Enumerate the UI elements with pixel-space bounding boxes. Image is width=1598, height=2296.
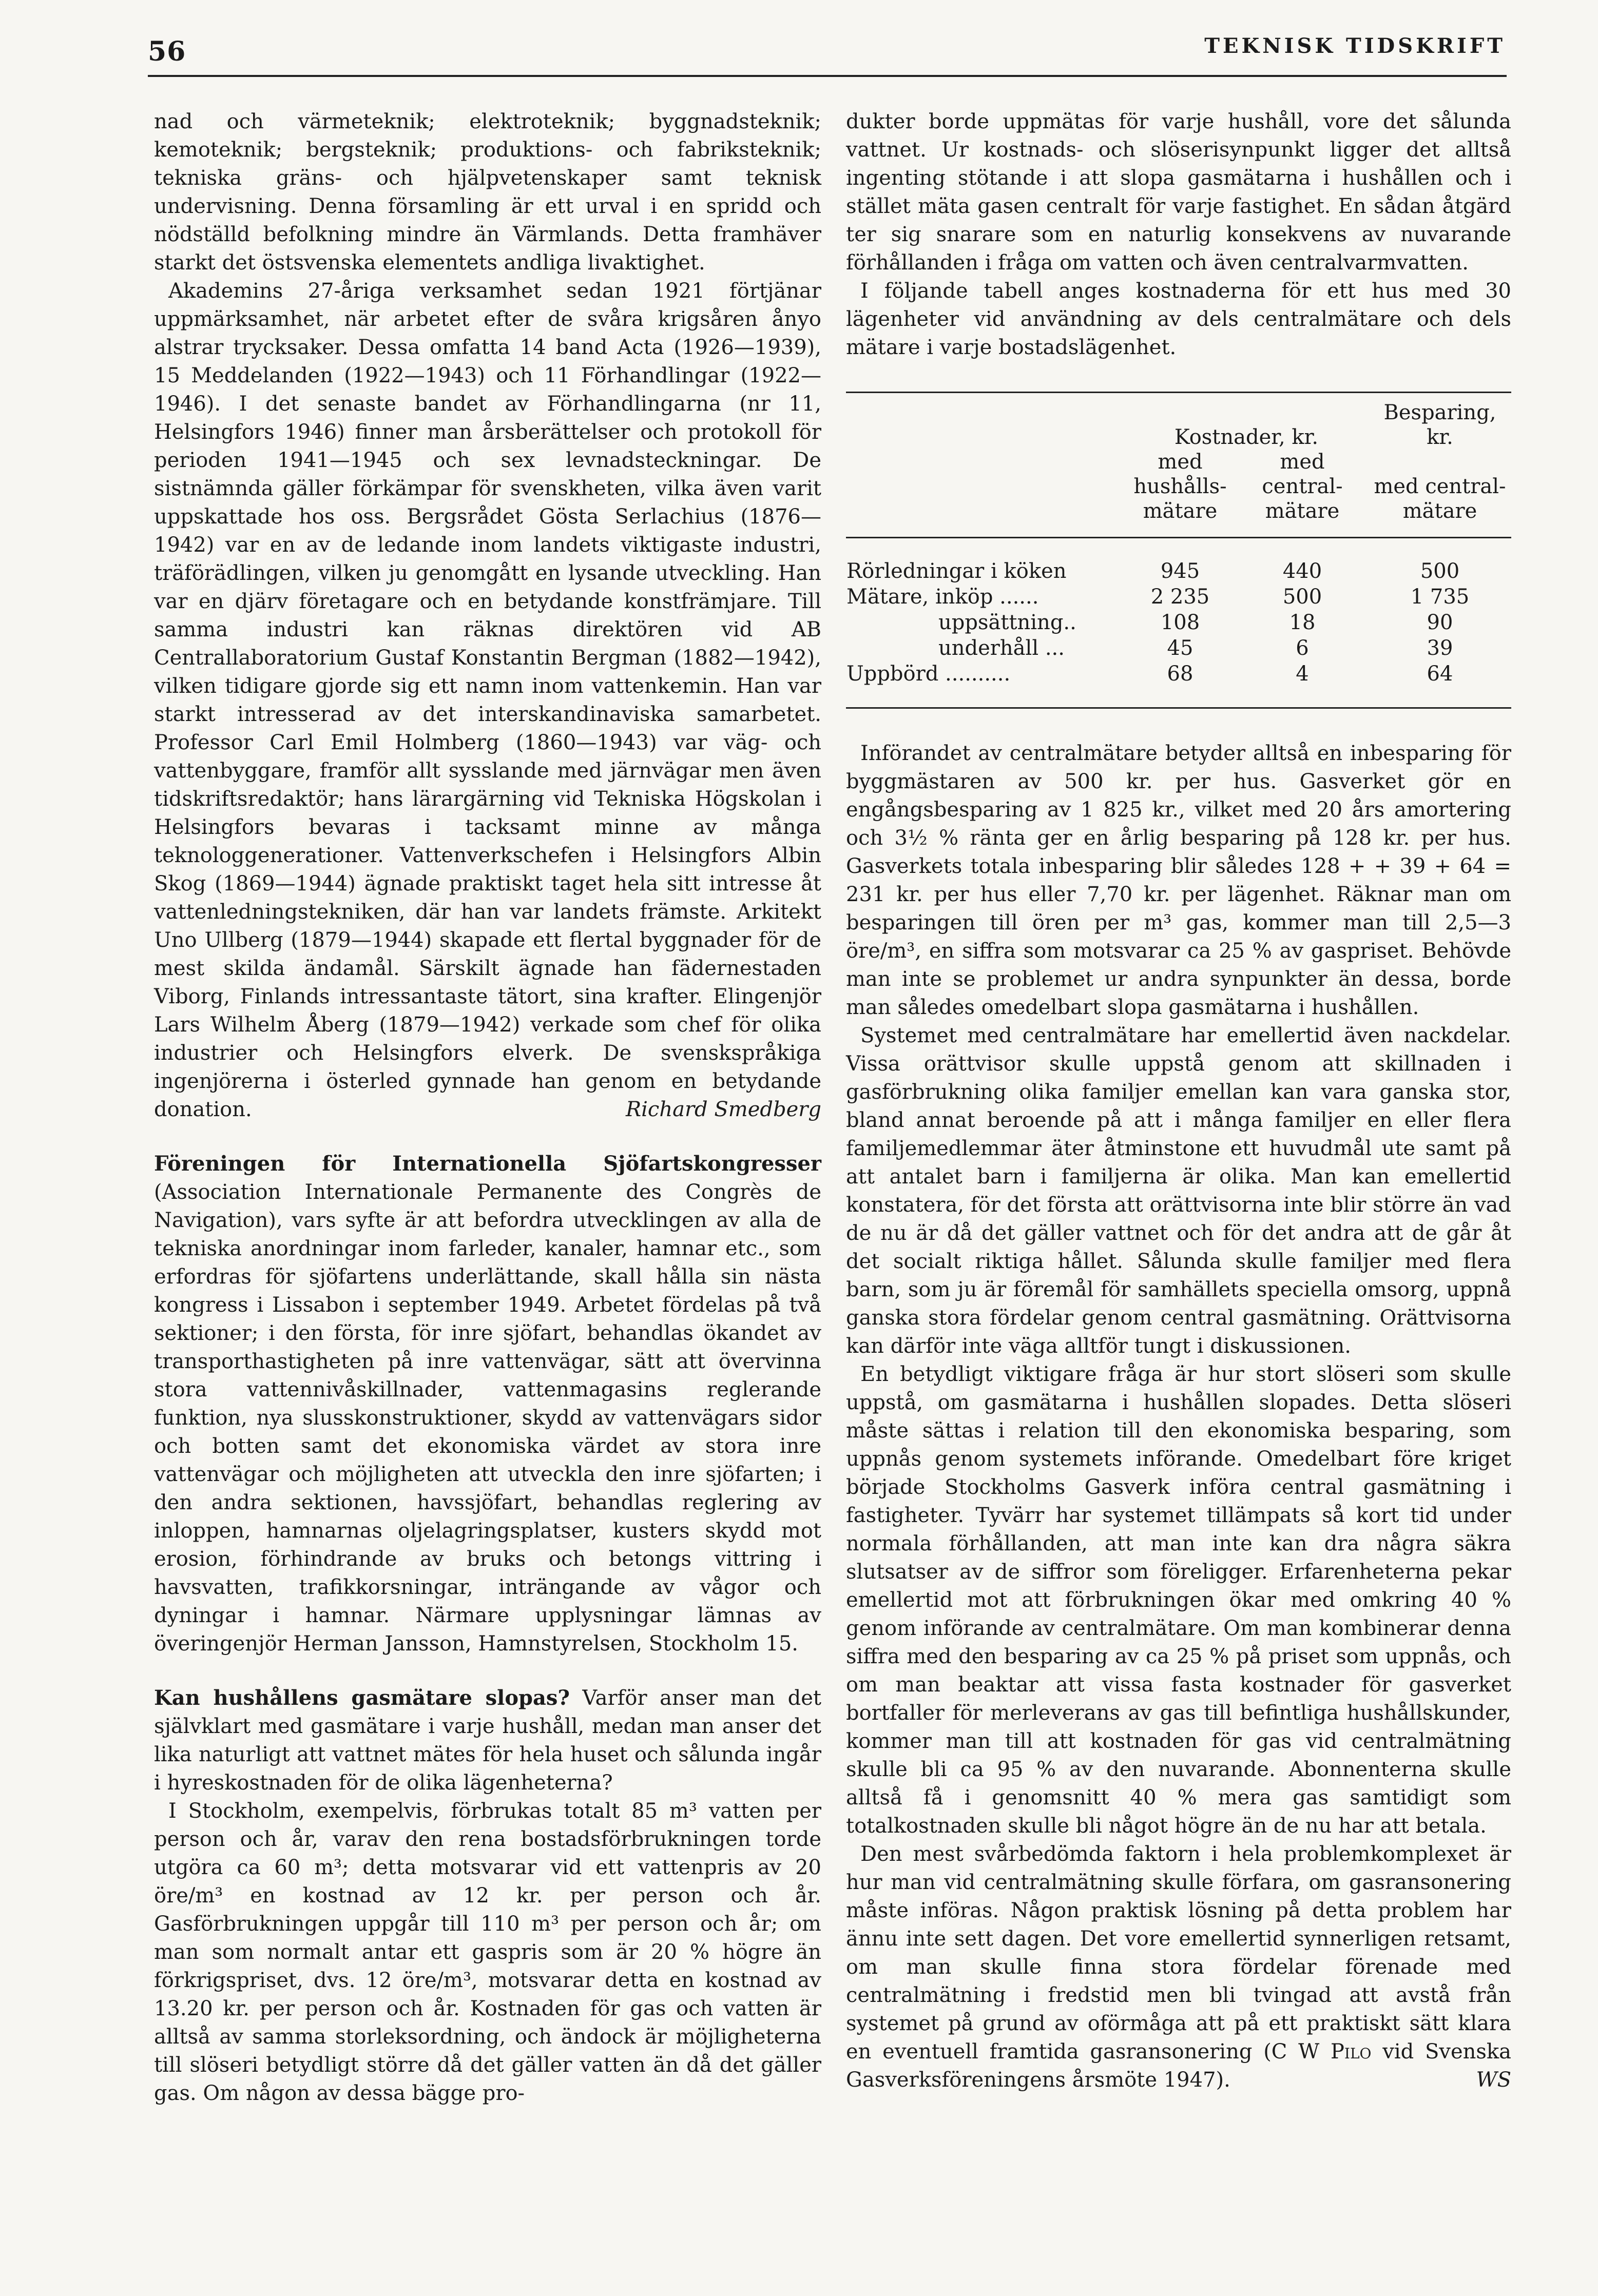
cell-household: 68 xyxy=(1167,662,1193,686)
header-rule xyxy=(148,75,1507,77)
cell-central: 500 xyxy=(1282,585,1322,609)
row-label: uppsättning.. xyxy=(938,611,1076,634)
table-row xyxy=(846,610,1511,635)
table-col-header: med central- mätare xyxy=(1262,450,1343,523)
row-label: Uppbörd .......... xyxy=(846,662,1011,686)
table-row xyxy=(846,538,1511,585)
paragraph: Systemet med centralmätare har emellertid även nackdelar. Vissa orättvisor skulle uppstå genom att skillnaden i gasförbrukning olika familjer emellan kan vara ganska stor, bland annat beroende på att i många familjer en eller flera familjemedlemmar äter åtminstone ett huvudmål ute samt på att antalet barn i familjerna är olika. Man kan emellertid konstatera, för det första att orättvisorna inte blir större än vad de nu är då det gäller vattnet och för det andra att de går åt det socialt riktiga hållet. Sålunda skulle familjer med flera barn, som ju är föremål för samhällets speciella omsorg, uppnå ganska stora fördelar genom central gasmätning. Orättvisorna kan därför inte väga alltför tungt i diskussionen. xyxy=(846,1024,1511,1358)
cell-savings: 90 xyxy=(1427,611,1453,634)
section-gap xyxy=(154,1124,821,1150)
table-row xyxy=(846,635,1511,661)
paragraph: I följande tabell anges kostnaderna för ett hus med 30 lägenheter vid användning av dels centralmätare och dels mätare i varje bostadslägenhet. xyxy=(846,279,1511,359)
cell-central: 18 xyxy=(1289,611,1316,634)
table-row xyxy=(846,584,1511,610)
cell-household: 945 xyxy=(1160,559,1200,583)
table-row xyxy=(846,661,1511,687)
cell-savings: 1 735 xyxy=(1410,585,1470,609)
cell-household: 45 xyxy=(1167,636,1193,660)
cell-household: 108 xyxy=(1160,611,1200,634)
table-group-costs: Kostnader, kr. xyxy=(1174,425,1319,449)
paragraph-end: vid Svenska Gasverksföreningens årsmöte 1947). xyxy=(846,2040,1512,2092)
article-title: Kan hushållens gasmätare slopas? xyxy=(154,1686,570,1710)
paragraph: I Stockholm, exempelvis, förbrukas totalt 85 m³ vatten per person och år, varav den rena bostadsförbrukningen torde utgöra ca 60 m³; detta motsvarar vid ett vattenpris av 20 öre/m³ en kostnad av 12 kr. per person och år. Gasförbrukningen uppgår till 110 m³ per person och år; om man som normalt antar ett gaspris som är 20 % högre än förkrigspriset, dvs. 12 öre/m³, motsvarar detta en kostnad av 13.20 kr. per person och år. Kostnaden för gas och vatten är alltså av samma storleksordning, och ändock är möjligheterna till slöseri betydligt större då det gäller vatten än då det gäller gas. Om någon av dessa bägge pro- xyxy=(154,1799,821,2105)
table-col-header: med hushålls- mätare xyxy=(1133,450,1227,523)
author-signature: Richard Smedberg xyxy=(626,1098,821,1121)
notice-body: (Association Internationale Permanente des Congrès de Navigation), vars syfte är att befordra utvecklingen av alla de tekniska anordningar inom farleder, kanaler, hamnar etc., som erfordras för sjöfartens underlättande, skall hålla sin nästa kongress i Lissabon i september 1949. Arbetet fördelas på två sektioner; i den första, för inre sjöfart, behandlas ökandet av transporthastigheten på inre vattenvägar, sätt att övervinna stora vattennivåskillnader, vattenmagasins reglerande funktion, nya slusskonstruktioner, skydd av vattenvägars sidor och botten samt det ekonomiska värdet av stora inre vattenvägar och möjligheten att utveckla den inre sjöfarten; i den andra sektionen, havssjöfart, behandlas reglering av inloppen, hamnarnas oljelagringsplatser, kusters skydd mot erosion, förhindrande av bruks och betongs vittring i havsvatten, trafikkorsningar, inträngande av vågor och dyningar i hamnar. Närmare upplysningar lämnas av överingenjör Herman Jansson, Hamnstyrelsen, Stockholm 15. xyxy=(154,1180,821,1656)
notice-sjofartskongresser xyxy=(154,1150,821,1658)
paragraph: nad och värmeteknik; elektroteknik; byggnadsteknik; kemoteknik; bergsteknik; produktions- och fabriksteknik; tekniska gräns- och hjälpvetenskaper samt teknisk undervisning. Denna församling är ett urval i en spridd och nödställd befolkning mindre än Värmlands. Detta framhäver starkt det östsvenska elementets andliga livaktighet. xyxy=(154,110,821,275)
paragraph: Akademins 27-åriga verksamhet sedan 1921 förtjänar uppmärksamhet, när arbetet efter de svåra krigsåren ånyo alstrar trycksaker. Dessa omfatta 14 band Acta (1926—1939), 15 Meddelanden (1922—1943) och 11 Förhandlingar (1922—1946). I det senaste bandet av Förhandlingarna (nr 11, Helsingfors 1946) finner man årsberättelser och protokoll för perioden 1941—1945 och sex levnadsteckningar. De sistnämnda gäller förkämpar för svenskheten, vilka även varit uppskattade hos oss. Bergsrådet Gösta Serlachius (1876—1942) var en av de ledande inom landets viktigaste industri, träförädlingen, vilken ju genomgått en lysande utveckling. Han var en djärv företagare och en betydande konstfrämjare. Till samma industri kan räknas direktören vid AB Centrallaboratorium Gustaf Konstantin Bergman (1882—1942), vilken tidigare gjorde sig ett namn inom vattenkemin. Han var starkt intresserad av det interskandinaviska samarbetet. Professor Carl Emil Holmberg (1860—1943) var väg- och vattenbyggare, framför allt sysslande med järnvägar men även tidskriftsredaktör; hans lärargärning vid Tekniska Högskolan i Helsingfors bevaras i tacksamt minne av många teknologgenerationer. Vattenverkschefen i Helsingfors Albin Skog (1869—1944) ägnade praktiskt taget hela sitt intresse åt vattenledningstekniken, där han var landets främste. Arkitekt Uno Ullberg (1879—1944) skapade ett flertal byggnader för de mest skilda ändamål. Särskilt ägnade han fädernestaden Viborg, Finlands intressantaste tätort, sina krafter. Elingenjör Lars Wilhelm Åberg (1879—1942) verkade som chef för olika industrier och Helsingfors elverk. De svenskspråkiga ingenjörerna i österled gynnade han genom en betydande donation. xyxy=(154,279,821,1121)
paragraph-text: Den mest svårbedömda faktorn i hela problemkomplexet är hur man vid centralmätning skulle förfara, om gasransonering måste införas. Någon praktisk lösning på detta problem har ännu inte sett dagen. Det vore emellertid synnerligen retsamt, om man skulle finna stora fördelar förenade med centralmätning i fredstid men bli tvingad att avstå från systemet på grund av oförmåga att på ett praktiskt sätt klara en eventuell framtida gasransonering (C W xyxy=(846,1842,1511,2064)
cell-savings: 64 xyxy=(1427,662,1453,686)
cell-savings: 39 xyxy=(1427,636,1453,660)
notice-title: Föreningen för Internationella Sjöfartskongresser xyxy=(154,1152,821,1176)
section-gap xyxy=(154,1658,821,1684)
cell-central: 440 xyxy=(1282,559,1322,583)
cell-central: 4 xyxy=(1296,662,1309,686)
row-label: underhåll ... xyxy=(938,636,1065,660)
page-number: 56 xyxy=(148,36,186,67)
cell-household: 2 235 xyxy=(1150,585,1210,609)
table-group-savings: Besparing, kr. xyxy=(1383,401,1496,449)
row-label: Mätare, inköp ...... xyxy=(846,585,1039,609)
paragraph: Införandet av centralmätare betyder alltså en inbesparing för byggmästaren av 500 kr. per hus. Gasverket gör en engångsbesparing av 1 825 kr., vilket med 20 års amortering och 3½ % ränta ger en årlig besparing på 128 kr. per hus. Gasverkets totala inbesparing blir således 128 + + 39 + 64 = 231 kr. per hus eller 7,70 kr. per lägenhet. Räknar man om besparingen till ören per m³ gas, kommer man till 2,5—3 öre/m³, en siffra som motsvarar ca 25 % av gaspriset. Behövde man inte se problemet ur andra synpunkter än dessa, borde man således omedelbart slopa gasmätarna i hushållen. xyxy=(846,742,1511,1019)
journal-title: TEKNISK TIDSKRIFT xyxy=(1204,34,1506,58)
paragraph: dukter borde uppmätas för varje hushåll, vore det sålunda vattnet. Ur kostnads- och slöserisynpunkt ligger det alltså ingenting stötande i att slopa gasmätarna i hushållen och i stället mäta gasen centralt för varje fastighet. En sådan åtgärd ter sig snarare som en naturlig konsekvens av nuvarande förhållanden i fråga om vatten och även centralvarmvatten. xyxy=(846,110,1511,275)
author-name: Pilo xyxy=(1330,2040,1372,2064)
cell-savings: 500 xyxy=(1420,559,1460,583)
right-column xyxy=(846,108,1511,2094)
row-label: Rörledningar i köken xyxy=(846,559,1067,583)
table-col-header: med central- mätare xyxy=(1374,475,1506,523)
article-gasmatare xyxy=(154,1684,821,1797)
paragraph: En betydligt viktigare fråga är hur stort slöseri som skulle uppstå, om gasmätarna i hushållen slopades. Detta slöseri måste sättas i relation till den ekonomiska besparing, som uppnås genom systemets införande. Omedelbart före kriget började Stockholms Gasverk införa central gasmätning i fastigheter. Tyvärr har systemet tillämpats så kort tid under normala förhållanden, att man inte kan dra några säkra slutsatser av de siffror som föreligger. Erfarenheterna pekar emellertid mot att förbrukningen ökar med omkring 40 % genom införande av centralmätare. Om man kombinerar denna siffra med den besparing av ca 25 % på priset som uppnås, och om man beaktar att vissa fasta kostnader för gasverket bortfaller för merleverans av gas till befintliga hushållskunder, kommer man till att kostnaden för gas vid centralmätning skulle bli ca 95 % av den nuvarande. Abonnenterna skulle alltså få i genomsnitt 40 % mera gas samtidigt som totalkostnaden skulle bli något högre än de nu har att betala. xyxy=(846,1363,1511,1838)
author-initials: WS xyxy=(1476,2068,1511,2092)
left-column xyxy=(154,108,821,2108)
article-lead: Varför anser man det självklart med gasmätare i varje hushåll, medan man anser det lika naturligt att vattnet mätes för hela huset och sålunda ingår i hyreskostnaden för de olika lägenheterna? xyxy=(154,1686,821,1795)
cell-central: 6 xyxy=(1296,636,1309,660)
paragraph-final xyxy=(846,1840,1511,2094)
cost-table xyxy=(846,392,1511,709)
table-bottom-rule xyxy=(846,687,1511,708)
